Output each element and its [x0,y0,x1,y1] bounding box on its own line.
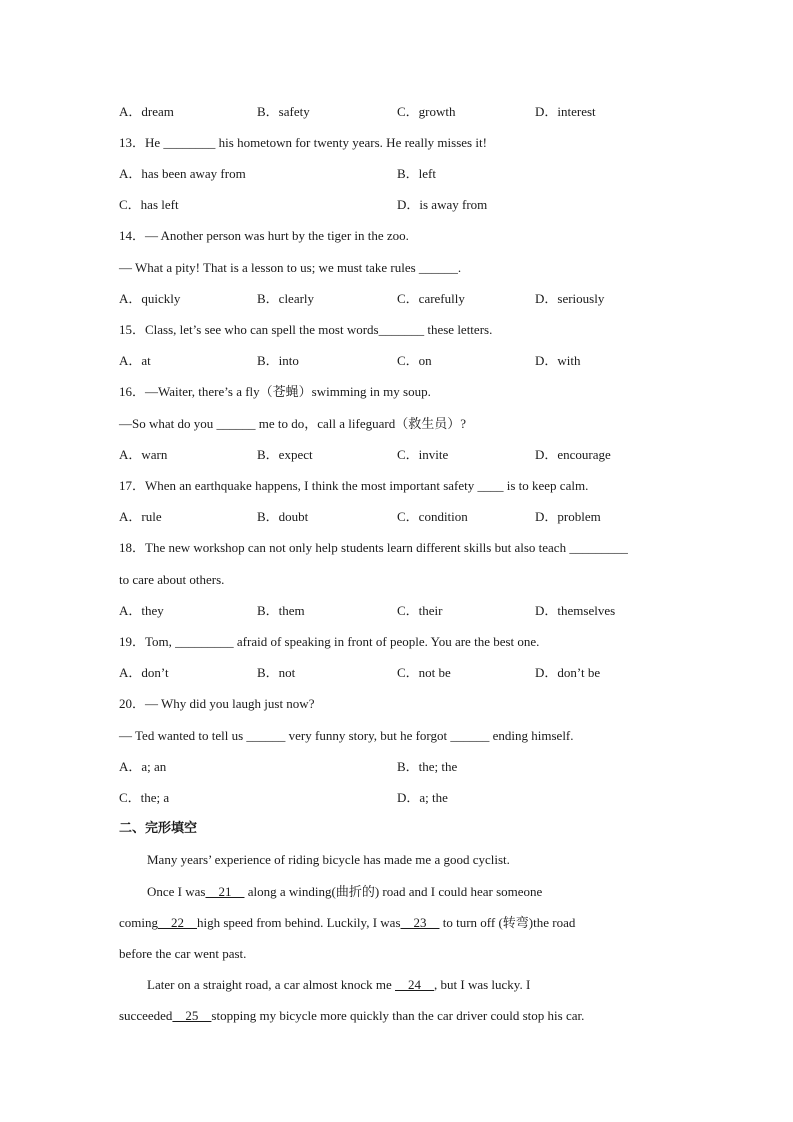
q20-option-d[interactable]: D．a; the [397,790,448,805]
q14-option-a[interactable]: A．quickly [119,291,181,306]
q13-option-b[interactable]: B．left [397,166,436,181]
passage-line-4: before the car went past. [119,946,247,961]
q13-stem: 13．He ________ his hometown for twenty years. He really misses it! [119,135,487,150]
q16-stem-line1: 16．—Waiter, there’s a fly（苍蝇）swimming in my soup. [119,384,431,399]
q20-stem-line1: 20．— Why did you laugh just now? [119,696,315,711]
q19-option-c[interactable]: C．not be [397,665,451,680]
passage-text: to turn off (转弯)the road [439,915,576,930]
q19-stem: 19．Tom, _________ afraid of speaking in front of people. You are the best one. [119,634,540,649]
q15-option-d[interactable]: D．with [535,353,581,368]
q19-option-d[interactable]: D．don’t be [535,665,601,680]
q18-option-a[interactable]: A．they [119,603,164,618]
q15-stem: 15．Class, let’s see who can spell the most words_______ these letters. [119,322,493,337]
q13-option-a[interactable]: A．has been away from [119,166,246,181]
q18-stem-line1: 18．The new workshop can not only help students learn different skills but also teach _________ [119,540,628,555]
q14-option-b[interactable]: B．clearly [257,291,315,306]
q12-option-b[interactable]: B．safety [257,104,310,119]
q14-stem-line1: 14．— Another person was hurt by the tiger in the zoo. [119,228,409,243]
passage-text: stopping my bicycle more quickly than the car driver could stop his car. [211,1008,585,1023]
blank-23[interactable]: 23 [400,915,440,930]
passage-line-5 [147,977,530,993]
passage-text: high speed from behind. Luckily, I was [197,915,401,930]
q16-option-b[interactable]: B．expect [257,447,313,462]
q13-option-d[interactable]: D．is away from [397,197,488,212]
passage-line-1: Many years’ experience of riding bicycle has made me a good cyclist. [147,852,510,867]
q16-option-a[interactable]: A．warn [119,447,168,462]
q15-option-a[interactable]: A．at [119,353,151,368]
q17-option-a[interactable]: A．rule [119,509,162,524]
q14-option-c[interactable]: C．carefully [397,291,465,306]
q19-option-a[interactable]: A．don’t [119,665,169,680]
q15-option-c[interactable]: C．on [397,353,432,368]
q18-option-b[interactable]: B．them [257,603,305,618]
q14-stem-line2: — What a pity! That is a lesson to us; we must take rules ______. [119,260,462,275]
q16-option-c[interactable]: C．invite [397,447,449,462]
q15-option-b[interactable]: B．into [257,353,299,368]
passage-text: , but I was lucky. I [434,977,531,992]
q20-option-b[interactable]: B．the; the [397,759,458,774]
q17-option-d[interactable]: D．problem [535,509,601,524]
q17-option-b[interactable]: B．doubt [257,509,309,524]
q16-stem-line2: —So what do you ______ me to do，call a lifeguard（救生员）? [119,416,466,431]
q16-option-d[interactable]: D．encourage [535,447,611,462]
passage-line-2 [147,884,542,900]
q17-stem: 17．When an earthquake happens, I think the most important safety ____ is to keep calm. [119,478,589,493]
q13-option-c[interactable]: C．has left [119,197,179,212]
passage-text: Once I was [147,884,206,899]
q14-option-d[interactable]: D．seriously [535,291,605,306]
passage-line-6 [119,1008,584,1024]
q20-stem-line2: — Ted wanted to tell us ______ very funny story, but he forgot ______ ending himself. [119,728,574,743]
q19-option-b[interactable]: B．not [257,665,296,680]
q17-option-c[interactable]: C．condition [397,509,468,524]
blank-21[interactable]: 21 [205,884,245,899]
q12-option-a[interactable]: A．dream [119,104,174,119]
q18-option-c[interactable]: C．their [397,603,443,618]
passage-text: Later on a straight road, a car almost knock me [147,977,395,992]
q18-stem-line2: to care about others. [119,572,225,587]
passage-text: along a winding(曲折的) road and I could hear someone [244,884,543,899]
blank-25[interactable]: 25 [172,1008,212,1023]
q12-option-d[interactable]: D．interest [535,104,596,119]
passage-line-3 [119,915,575,931]
section-title-cloze: 二、完形填空 [119,821,198,836]
passage-text: succeeded [119,1008,173,1023]
blank-22[interactable]: 22 [158,915,197,930]
q12-option-c[interactable]: C．growth [397,104,456,119]
q18-option-d[interactable]: D．themselves [535,603,616,618]
blank-24[interactable]: 24 [395,977,434,992]
passage-text: coming [119,915,158,930]
q20-option-a[interactable]: A．a; an [119,759,167,774]
q20-option-c[interactable]: C．the; a [119,790,170,805]
